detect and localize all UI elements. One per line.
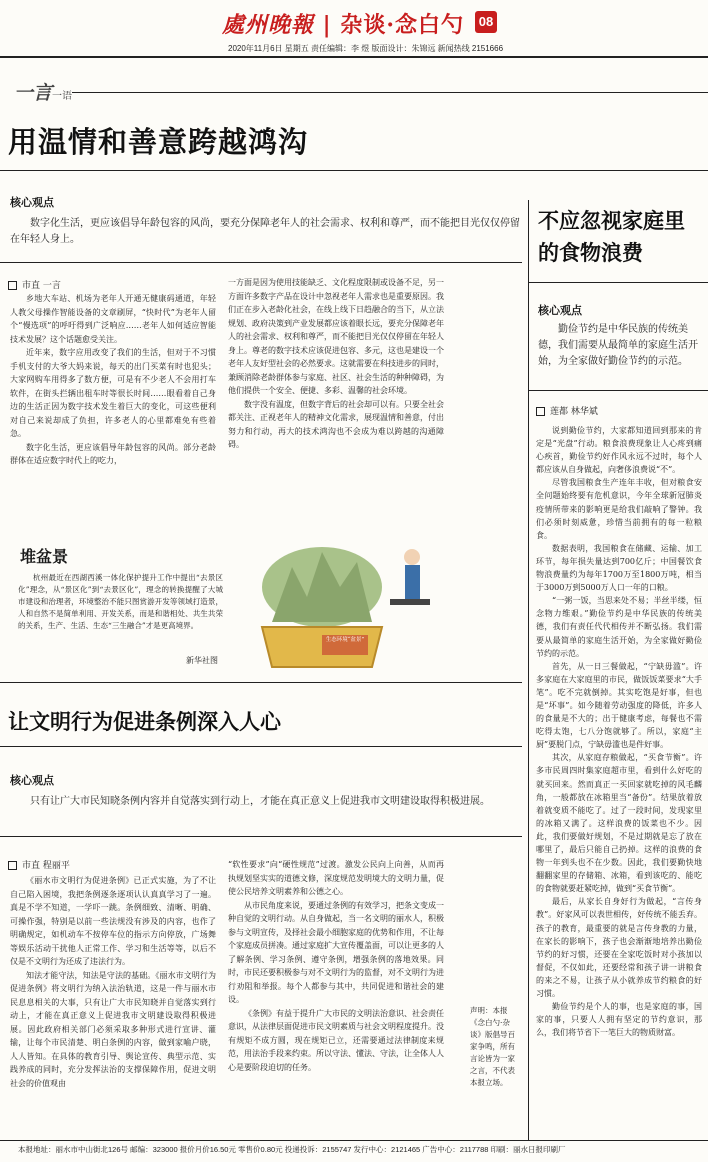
right-body-p8: 勤俭节约是个人的事，也是家庭的事，国家的事，只要人人拥有坚定的节约意识，那么，我们将节省下一笔巨大的物质财富。 bbox=[536, 1002, 702, 1038]
masthead-logo bbox=[222, 8, 472, 38]
article1-summary: 数字化生活，更应该倡导年龄包容的风尚，要充分保障老年人的社会需求、权利和尊严，而不能把目光仅仅停留在年轻人身上。 bbox=[10, 218, 520, 245]
article1-summary-rule bbox=[0, 262, 522, 263]
cartoon-man-body bbox=[405, 565, 420, 599]
penjing-box bbox=[8, 534, 223, 674]
penjing-box-paragraph: 杭州最近在西湖西溪一体化保护提升工作中提出“去景区化”理念，从“景区化”到“去景区化”，理念的转换提醒了大城市建设和治理者，环境整治不能只图赏游开发等领域打造景，人和自然不是简单利用、开发关系，而是和谐相处、共生共荣的关系，生产、生活、生态“三生融合”才是更高境界。 bbox=[18, 573, 223, 630]
article1-col2-p2: 数字没有温度，但数字背后的社会却可以有。只要全社会都关注、正视老年人的精神文化需求，展现温情和善意，付出努力和行动，再大的技术鸿沟也不会成为难以跨越的沟通障碍。 bbox=[228, 399, 444, 449]
article1-byline-text: 市直 一言 bbox=[22, 281, 61, 291]
masthead-rule bbox=[0, 56, 708, 58]
right-body-p5: 首先，从一日三餐做起，“宁缺毋滥”。许多家庭在大家庭里的市民，做饭饭菜要求“大手笔”。吃不完就倒掉。其实吃饱是好事，但也是“坏事”。如今随着劳动强度的降低，许多人的食量是不大的；出于健康考虑，每餐也不需吃得太饱，七八分饱就够了。所以，家庭“主厨”要脱门点，宁缺毋滥也是件好事。 bbox=[536, 661, 702, 750]
article2-col2-p2: 从市民角度来说，要通过条例的有效学习，把条文变成一种自觉的文明行动。从自身做起，当一名文明的丽水人，积极参与文明宣传，及择社会最小细胞家庭的优势和作用，不让每个家庭成员拼凑。通过家庭扩大宣传覆盖面，可以让更多的人了解条例、学习条例、遵守条例，增强条例的落地效果。同时，市民还要积极参与对不文明行为的监督，对不文明行为进行劝阻和举报。每个人都参与其中，共同促进和谐社会的建设。 bbox=[228, 900, 444, 1004]
article1-col2 bbox=[228, 276, 444, 524]
right-body-p3: 数据表明，我国粮食在储藏、运输、加工环节，每年损失量达到700亿斤；中国餐饮食物浪费量约为每年1700万至1800万吨，相当于3000万到5000万人口一年的口粮。 bbox=[536, 543, 702, 593]
article2-col2-p1: “软性要求”向“硬性规范”过渡。激发公民向上向善，从而再执规划坚实实的道德文修，深度规范发明境大的文明力量，促使公民培养文明素养和公德之心。 bbox=[228, 860, 444, 896]
right-byline bbox=[536, 404, 598, 417]
section-name: 杂谈·念白勺 bbox=[340, 12, 465, 38]
right-headline-rule bbox=[528, 282, 708, 283]
right-column-divider bbox=[528, 200, 529, 1140]
article2-summary-rule bbox=[0, 836, 522, 837]
masthead-info-line: 2020年11月6日 星期五 责任编辑：李 煜 版面设计：朱锦远 新闻热线 2151666 bbox=[228, 44, 504, 53]
masthead-divider: | bbox=[314, 12, 341, 38]
article2-byline-text: 市直 程丽平 bbox=[22, 861, 70, 871]
page-number-badge: 08 bbox=[475, 11, 497, 33]
article1-core-label: 核心观点 bbox=[10, 196, 54, 209]
article2-core-label: 核心观点 bbox=[10, 774, 54, 787]
byline-square-icon bbox=[8, 861, 17, 870]
article2-byline bbox=[8, 858, 70, 871]
penjing-cartoon-svg bbox=[222, 527, 462, 682]
cartoon-sign-label: 生态环境“盆景” bbox=[325, 637, 365, 643]
footer-rule bbox=[0, 1140, 708, 1141]
right-body bbox=[536, 424, 702, 1136]
article1-headline: 用温情和善意跨越鸿沟 bbox=[8, 125, 309, 159]
right-summary-rule bbox=[528, 390, 708, 391]
box-bottom-rule bbox=[0, 682, 522, 683]
footer-info: 本报地址：丽水市中山街北126号 邮编：323000 报价月价16.50元 零售价0.80元 投递投诉：2155747 发行中心：2121465 广告中心：2117788 印刷：丽水日报印刷厂 bbox=[18, 1145, 566, 1154]
penjing-cartoon bbox=[222, 527, 462, 682]
yiyan-small: 一语 bbox=[52, 91, 73, 102]
article1-rule bbox=[0, 170, 708, 171]
article1-col1 bbox=[10, 292, 216, 524]
penjing-box-title: 堆盆景 bbox=[20, 547, 69, 566]
article2-col1-p2: 知法才能守法，知法是守法的基础。《丽水市文明行为促进条例》将文明行为纳入法治轨道，这是一件与丽水市民息息相关的大事，只有让广大市民知晓并自觉落实到行动上，才能在真正意义上促进我市文明建设取得积极进展。因此政府相关部门必须采取多种形式进行宣讲、灌输，让每个市民清楚、明白条例的内容，做到家喻户晓，人人皆知。在具体的教育引导、舆论宣传、典型示范、实践养成的同时，充分发挥法治的支撑保障作用，促进文明社会的价值观由 bbox=[10, 970, 216, 1088]
right-body-p1: 说到勤俭节约，大家都知道回到那来的肯定是“光盘”行动。粮食浪费现象让人心疼到痛心疾首，勤俭节约好作风永远不过时，每个人都应该从自身做起，向奢侈浪费说“不”。 bbox=[536, 426, 702, 475]
article2-rule bbox=[0, 746, 522, 747]
article2-col1 bbox=[10, 874, 216, 1136]
yiyan-logo bbox=[14, 78, 72, 105]
article2-summary: 只有让广大市民知晓条例内容并自觉落实到行动上，才能在真正意义上促进我市文明建设取得积极进展。 bbox=[30, 796, 490, 807]
right-body-p6: 其次，从家庭存粮做起，“买食节衡”。许多市民周四时集家庭超市里，看到什么好吃的就买回来。然而真正一买回家就吃掉的风毛麟角，一般都放在冰箱里当“备份”。结果放着放着就变质不能吃了。过了一段时间，发现家里的冰箱又满了。这样浪费的饭菜也不少。因此，我们要做好规划，不是过期就是忘了放在哪里了，最后只能自己扔掉。这样的浪费的食物一年到头也不在少数。因此，我们要勤快地翻翻家里的存储箱、冰箱，看到该吃的、能吃的食物就要赶紧吃掉，做到“买食节衡”。 bbox=[536, 753, 702, 894]
article1-byline bbox=[8, 278, 61, 291]
editorial-note: 声明：本报《念白勺·杂谈》版倡导百家争鸣，所有言论皆为一家之言，不代表本报立场。 bbox=[470, 1006, 515, 1087]
article1-col2-p1: 一方面是因为使用技能缺乏、文化程度限制或设备不足，另一方面许多数字产品在设计中忽视老年人需求也是重要原因。我们正在步入老龄化社会，在线上线下日趋融合的当下，从立法规划、政府决策到产业发展都应该着眼长远，要充分保障老年人的社会需求、权利和尊严，而不能把目光仅仅停留在年轻人身上。尊老的数字技术应该促进包容、多元，这也是建设一个老年人友好型社会的必然要求。这就需要在科技进步的同时，兼顾消除老龄群体参与家庭、社区、社会生活的种种障碍，为他们提供一个安全、便捷、多彩、温馨的社会环境。 bbox=[228, 278, 444, 395]
article1-col1-p2: 近年来，数字应用改变了我们的生活，但对于不习惯手机支付的大爷大妈来说，每天的出门买菜有时也犯头；大家网购车用得多了数方便，可是有不少老人不会用打车软件，在街头拦辆出租车时等很长时间……眼看着自己身边的生活正因为数字技术发生着巨大的变化，可这些便利对自己来说却成了负担，许多老人的心里都难免有些着急。 bbox=[10, 348, 216, 438]
article2-headline: 让文明行为促进条例深入人心 bbox=[8, 710, 281, 734]
right-core-label: 核心观点 bbox=[538, 304, 582, 317]
right-body-p4: “一粥一饭，当思来处不易；半丝半缕，恒念物力维艰。”勤俭节约是中华民族的传统美德，我们有责任代代相传并不断弘扬。我们需要从最简单的家庭生活开始，为全家做好勤俭节约的示范。 bbox=[536, 596, 702, 658]
cartoon-ladder bbox=[390, 599, 430, 605]
yiyan-big: 一言 bbox=[14, 82, 53, 104]
article2-col2 bbox=[228, 858, 444, 1136]
penjing-credit: 新华社图 bbox=[186, 656, 218, 665]
article2-col2-p3: 《条例》有益于提升广大市民的文明法治意识、社会责任意识，从法律层面促进市民文明素质与社会文明程度提升。没有规矩不成方圆，现在规矩已立，还需要通过法律制度来规范，用法治手段来约束。所以守法、懂法、守法，让全体人人心是要阶段迫切的任务。 bbox=[228, 1008, 444, 1072]
byline-square-icon bbox=[536, 407, 545, 416]
byline-square-icon bbox=[8, 281, 17, 290]
article1-col1-p3: 数字化生活，更应该倡导年龄包容的风尚。部分老龄群体在适应数字时代上的吃力， bbox=[10, 442, 216, 465]
right-summary: 勤俭节约是中华民族的传统美德，我们需要从最简单的家庭生活开始，为全家做好勤俭节约的示范。 bbox=[538, 324, 698, 367]
article2-col1-p1: 《丽水市文明行为促进条例》已正式实施，为了不让自己陷入困境，我把条例逐条逐项认认真真学习了一遍。真是不学不知道，一学吓一跳。条例细致、清晰、明确、可操作强，特别是以前一些法规没有涉及的内容，也作了明确规定，如机动车不按停车位的指示方向停放，广场舞等娱乐活动干扰他人正常工作、学习和生活等等，以后不仅是不文明行为还成了违法行为。 bbox=[10, 876, 216, 966]
article1-col1-p1: 乡地大车站、机场为老年人开通无健康码通道，年轻人教父母操作智能设备的文章刷屏，“快时代”为老年人留个“慢选项”的呼吁得到广泛响应……老年人如何适应智能技术发展？这个话题愈受关注。 bbox=[10, 294, 216, 344]
right-byline-text: 莲都 林华斌 bbox=[550, 407, 598, 417]
right-body-p2: 尽管我国粮食生产连年丰收，但对粮食安全问题始终要有危机意识，今年全球新冠肺炎疫情所带来的影响更是给我们敲响了警钟。我们必须时刻威惫，珍惜当前拥有的每一粒粮食。 bbox=[536, 478, 702, 540]
right-body-p7: 最后，从家长自身好行为做起，“言传身教”。好家风可以表世相传，好传统不能丢弃。孩子的教育，最重要的就是言传身教的力量，在家长的影响下，孩子也会渐渐地培养出勤俭节约的好习惯，还要在全家吃饭时对小孩加以督促，不仅如此，还要经常和孩子讲一讲粮食的来之不易，让孩子从小就养成节约粮食的好习惯。 bbox=[536, 897, 702, 999]
cartoon-man-head bbox=[404, 549, 420, 565]
right-headline: 不应忽视家庭里的食物浪费 bbox=[538, 209, 685, 265]
paper-name: 處州晚報 bbox=[222, 12, 315, 38]
yiyan-rule bbox=[72, 92, 708, 93]
